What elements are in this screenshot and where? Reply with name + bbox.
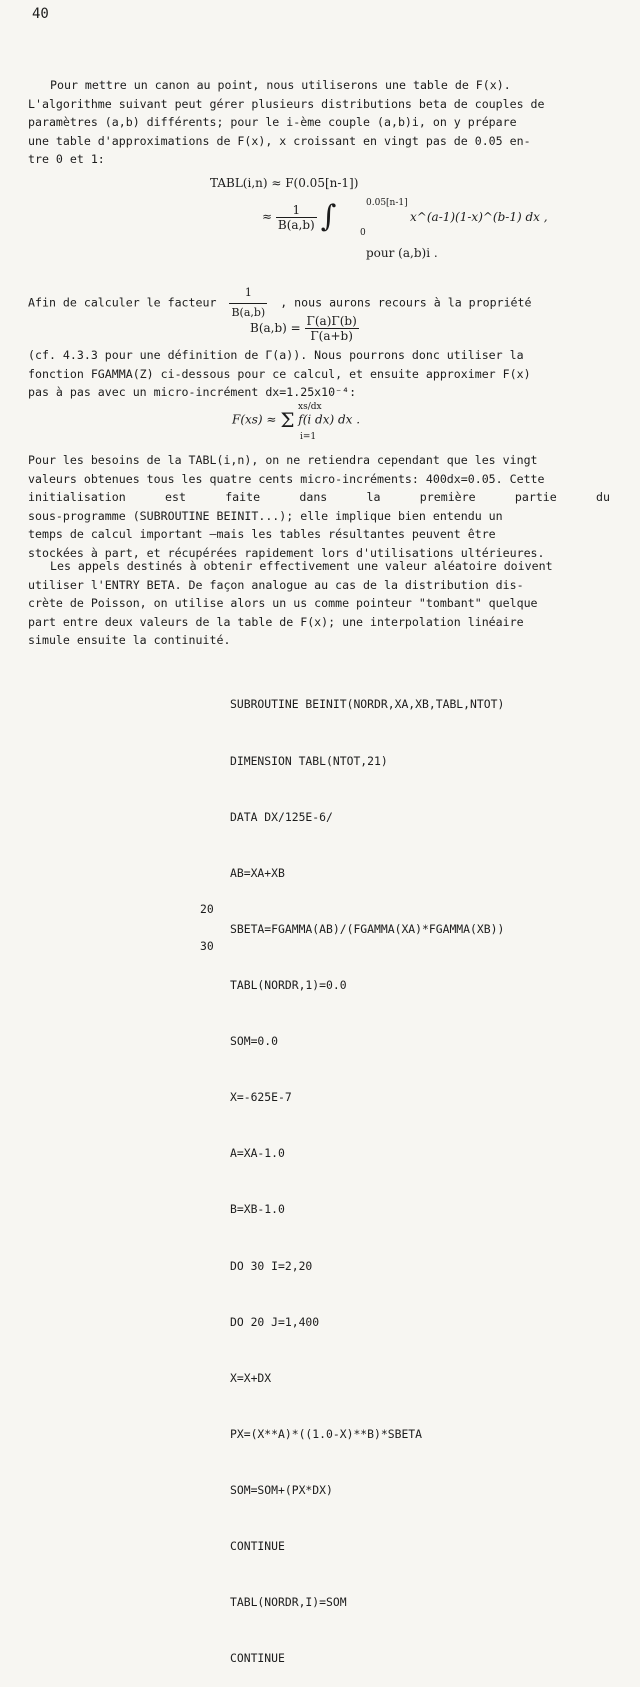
code-line: DATA DX/125E-6/ [230, 809, 333, 824]
text-line: sous-programme (SUBROUTINE BEINIT...); elle implique bien entendu un [28, 508, 503, 523]
code-line: SOM=SOM+(PX*DX) [230, 1482, 333, 1497]
fraction [276, 203, 317, 232]
statement-label-30: 30 [200, 939, 214, 953]
paragraph-tabl [28, 451, 610, 563]
paragraph-fgamma [28, 346, 610, 402]
code-line: SUBROUTINE BEINIT(NORDR,XA,XB,TABL,NTOT) [230, 697, 505, 712]
text-line: tre 0 et 1: [28, 152, 105, 167]
text-line: part entre deux valeurs de la table de F(x); une interpolation linéaire [28, 614, 524, 629]
code-listing [230, 658, 504, 1687]
text-line: L'algorithme suivant peut gérer plusieurs distributions beta de couples de [28, 96, 545, 111]
factor-denominator: B(a,b) [231, 305, 266, 319]
code-line: B=XB-1.0 [230, 1202, 285, 1217]
code-line: PX=(X**A)*((1.0-X)**B)*SBETA [230, 1426, 423, 1441]
code-line: TABL(NORDR,1)=0.0 [230, 977, 347, 992]
code-line: CONTINUE [230, 1539, 285, 1554]
code-line: DO 30 I=2,20 [230, 1258, 313, 1273]
text-line: temps de calcul important —mais les tables résultantes peuvent être [28, 527, 496, 542]
code-line: X=X+DX [230, 1370, 272, 1385]
code-line: TABL(NORDR,I)=SOM [230, 1595, 347, 1610]
sum-upper-limit: xs/dx [298, 402, 322, 412]
text-fragment: Afin de calculer le facteur [28, 295, 217, 310]
sum-sign: Σ [280, 408, 295, 432]
paragraph-entry [28, 557, 610, 650]
text-line: initialisation est faite dans la première partie du [28, 490, 610, 505]
sum-lhs: F(xs) ≈ [232, 412, 277, 427]
integrand: x^(a-1)(1-x)^(b-1) dx , [410, 209, 548, 224]
fraction-denominator: B(a,b) [277, 217, 315, 232]
fraction-numerator: 1 [276, 203, 317, 218]
equation-tabl [210, 176, 358, 190]
text-line: fonction FGAMMA(Z) ci-dessous pour ce calcul, et ensuite approximer F(x) [28, 366, 531, 381]
text-line: stockées à part, et récupérées rapidement lors d'utilisations ultérieures. [28, 545, 545, 560]
paragraph-intro [28, 76, 610, 169]
code-line: X=-625E-7 [230, 1090, 292, 1105]
equation-beta [250, 314, 359, 343]
beta-denominator: Γ(a+b) [310, 329, 353, 343]
code-line: SOM=0.0 [230, 1034, 279, 1049]
text-line: utiliser l'ENTRY BETA. De façon analogue au cas de la distribution dis- [28, 577, 524, 592]
text-line: valeurs obtenues tous les quatre cents micro-incréments: 400dx=0.05. Cette [28, 471, 545, 486]
pour-text: pour (a,b)i . [366, 246, 438, 260]
statement-label-20: 20 [200, 902, 214, 916]
sum-lower-limit: i=1 [300, 432, 317, 442]
text-line: Les appels destinés à obtenir effectivement une valeur aléatoire doivent [50, 559, 553, 573]
text-line: simule ensuite la continuité. [28, 633, 231, 648]
text-fragment: , nous aurons recours à la propriété [280, 295, 532, 310]
text-line: pas à pas avec un micro-incrément dx=1.25x10⁻⁴: [28, 385, 357, 400]
equation-integral [262, 198, 548, 238]
equation-sum [232, 402, 361, 442]
equation-lhs: TABL(i,n) ≈ F(0.05[n-1]) [210, 176, 359, 190]
text-line: (cf. 4.3.3 pour une définition de Γ(a)). Nous pourrons donc utiliser la [28, 348, 524, 362]
code-line: A=XA-1.0 [230, 1146, 285, 1161]
beta-numerator: Γ(a)Γ(b) [306, 314, 357, 328]
text-line: crète de Poisson, on utilise alors un us comme pointeur "tombant" quelque [28, 596, 538, 611]
code-line: SBETA=FGAMMA(AB)/(FGAMMA(XA)*FGAMMA(XB)) [230, 921, 505, 936]
equation-pour [366, 246, 438, 260]
factor-numerator: 1 [229, 284, 267, 304]
beta-fraction [305, 314, 359, 343]
text-line: Pour mettre un canon au point, nous utiliserons une table de F(x). [50, 78, 511, 92]
page-number: 40 [32, 6, 49, 22]
integral-upper-limit: 0.05[n-1] [366, 198, 408, 208]
code-line: DIMENSION TABL(NTOT,21) [230, 753, 388, 768]
code-line: AB=XA+XB [230, 865, 285, 880]
code-line: CONTINUE [230, 1651, 285, 1666]
text-line: paramètres (a,b) différents; pour le i-ème couple (a,b)i, on y prépare [28, 115, 517, 130]
beta-lhs: B(a,b) = [250, 321, 301, 335]
integral-sign: ∫ [320, 199, 337, 234]
integral-lower-limit: 0 [360, 228, 366, 238]
text-line: Pour les besoins de la TABL(i,n), on ne retiendra cependant que les vingt [28, 453, 538, 467]
sum-term: f(i dx) dx . [298, 412, 361, 427]
approx-symbol: ≈ [262, 209, 273, 224]
code-line: DO 20 J=1,400 [230, 1314, 320, 1329]
text-line: une table d'approximations de F(x), x croissant en vingt pas de 0.05 en- [28, 133, 531, 148]
